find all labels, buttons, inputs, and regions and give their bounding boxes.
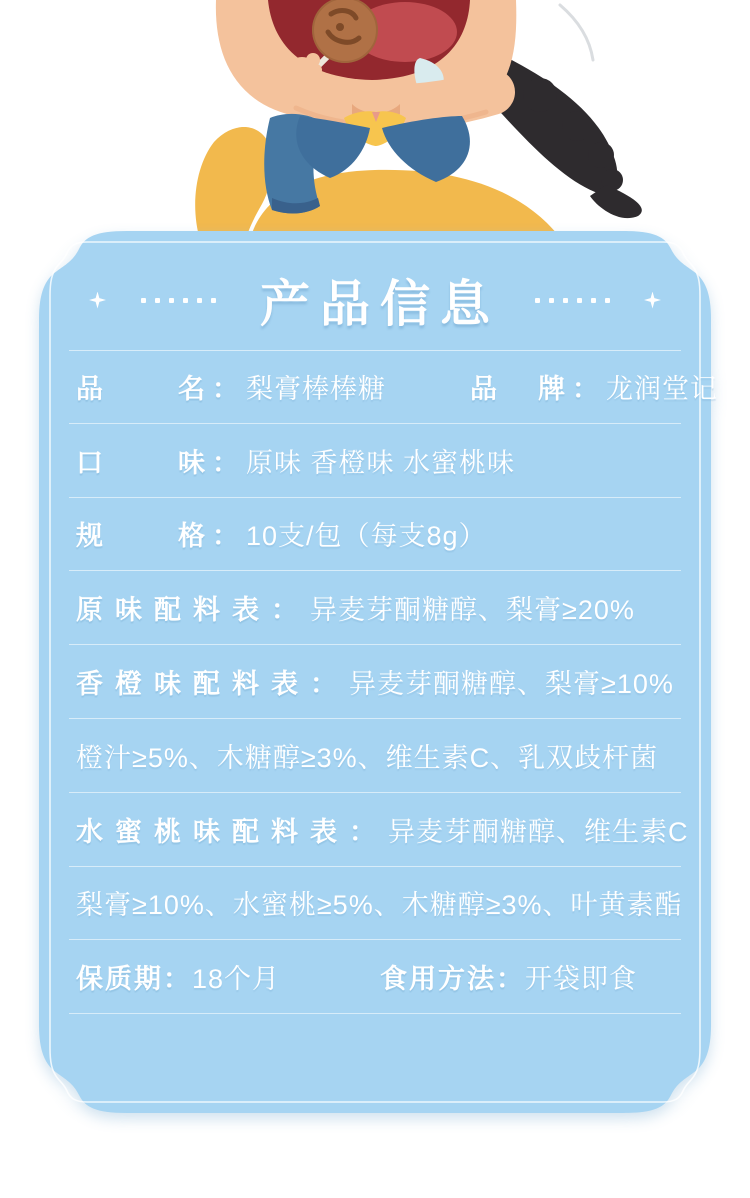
field-label: 口 味： <box>76 447 246 478</box>
field-value: 10支/包（每支8g） <box>246 521 487 552</box>
row-specification <box>69 498 681 572</box>
cell-original-ingredients <box>76 588 635 627</box>
field-value: 梨膏棒棒糖 <box>246 374 386 405</box>
field-label: 食用方法： <box>380 964 525 995</box>
dotted-line-right <box>535 298 610 303</box>
field-value: 异麦芽酮糖醇、维生素C <box>388 816 689 847</box>
field-label: 水蜜桃味配料表： <box>76 816 388 847</box>
field-value: 龙润堂记 <box>606 374 718 405</box>
field-label: 原味配料表： <box>76 595 310 626</box>
field-label: 品 牌： <box>470 374 606 405</box>
motion-arc <box>560 5 593 60</box>
card-title: 产品信息 <box>260 276 500 332</box>
row-orange-ingredients-cont <box>69 719 681 793</box>
row-shelf-life-usage <box>69 940 681 1014</box>
lollipop <box>312 0 378 63</box>
dotted-line-left <box>141 298 216 303</box>
cell-specification <box>76 514 487 553</box>
field-label: 保质期： <box>76 964 192 995</box>
child-illustration <box>0 0 750 240</box>
cell-flavors <box>76 441 515 480</box>
cell-peach-ingredients <box>76 810 689 849</box>
cell-brand <box>470 351 718 423</box>
card-header <box>89 265 661 335</box>
field-value: 原味 香橙味 水蜜桃味 <box>246 447 516 478</box>
cell-orange-ingredients <box>76 662 674 701</box>
row-peach-ingredients <box>69 793 689 867</box>
field-label: 规 格： <box>76 521 246 552</box>
field-value: 18个月 <box>192 964 281 995</box>
row-original-ingredients <box>69 571 681 645</box>
cell-shelf-life <box>76 957 280 996</box>
product-info-table <box>69 350 718 1014</box>
four-point-star-icon <box>644 292 661 309</box>
field-value: 开袋即食 <box>525 964 637 995</box>
field-value: 梨膏≥10%、水蜜桃≥5%、木糖醇≥3%、叶黄素酯 <box>76 890 683 921</box>
row-orange-ingredients <box>69 645 681 719</box>
cell-orange-ingredients-cont <box>76 736 658 775</box>
card-content <box>37 229 718 1115</box>
cell-usage <box>380 940 637 1013</box>
field-value: 异麦芽酮糖醇、梨膏≥10% <box>349 669 674 700</box>
cell-product-name <box>76 367 386 406</box>
row-peach-ingredients-cont <box>69 867 681 941</box>
field-value: 异麦芽酮糖醇、梨膏≥20% <box>310 595 635 626</box>
field-label: 香橙味配料表： <box>76 669 349 700</box>
field-value: 橙汁≥5%、木糖醇≥3%、维生素C、乳双歧杆菌 <box>76 742 659 773</box>
row-flavors <box>69 424 681 498</box>
row-product-name-brand <box>69 350 718 424</box>
field-label: 品 名： <box>76 374 246 405</box>
four-point-star-icon <box>89 292 106 309</box>
product-info-card <box>37 229 718 1115</box>
cell-peach-ingredients-cont <box>76 883 683 922</box>
